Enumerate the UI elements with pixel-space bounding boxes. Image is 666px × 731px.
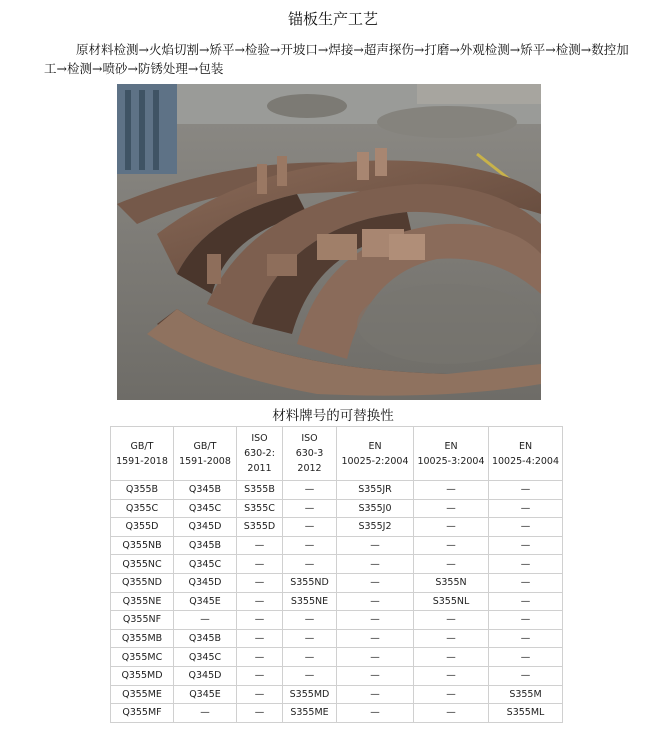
table-cell: — — [489, 481, 563, 500]
table-cell: — — [489, 573, 563, 592]
table-row — [111, 629, 563, 648]
table-cell: — — [489, 518, 563, 537]
table-cell: — — [414, 611, 489, 630]
page-title: 锚板生产工艺 — [287, 10, 378, 28]
table-cell: — — [283, 518, 337, 537]
table-cell: — — [237, 611, 283, 630]
table-cell: — — [283, 555, 337, 574]
table-cell: — — [489, 629, 563, 648]
table-cell: — — [489, 592, 563, 611]
table-row — [111, 499, 563, 518]
table-cell: — — [283, 499, 337, 518]
table-row — [111, 611, 563, 630]
table-row — [111, 592, 563, 611]
grade-equivalence-table — [110, 426, 563, 723]
table-cell: — — [237, 536, 283, 555]
table-title: 材料牌号的可替换性 — [272, 408, 394, 424]
table-cell: Q345E — [174, 685, 237, 704]
process-flow-text: 原材料检测→火焰切割→矫平→检验→开坡口→焊接→超声探伤→打磨→外观检测→矫平→检测→数控加工→检测→喷砂→防锈处理→包装 — [44, 42, 629, 76]
table-cell: — — [237, 666, 283, 685]
table-cell: S355M — [489, 685, 563, 704]
table-cell: — — [337, 555, 414, 574]
header-cell: EN 10025-3:2004 — [414, 427, 489, 481]
table-cell: Q355MC — [111, 648, 174, 667]
table-cell: — — [414, 555, 489, 574]
table-row — [111, 573, 563, 592]
table-cell: Q355C — [111, 499, 174, 518]
table-cell: — — [174, 704, 237, 723]
table-cell: — — [414, 518, 489, 537]
table-row — [111, 536, 563, 555]
table-cell: — — [237, 685, 283, 704]
header-cell: ISO 630-3 2012 — [283, 427, 337, 481]
table-cell: S355J2 — [337, 518, 414, 537]
table-row — [111, 704, 563, 723]
table-row — [111, 481, 563, 500]
header-cell: EN 10025-4:2004 — [489, 427, 563, 481]
table-cell: Q355MB — [111, 629, 174, 648]
table-cell: Q345B — [174, 629, 237, 648]
table-cell: — — [489, 499, 563, 518]
table-cell: Q345C — [174, 555, 237, 574]
table-cell: Q355ME — [111, 685, 174, 704]
table-cell: — — [414, 536, 489, 555]
header-cell: GB/T 1591-2008 — [174, 427, 237, 481]
table-cell: Q345B — [174, 536, 237, 555]
table-cell: — — [489, 648, 563, 667]
table-cell: — — [337, 536, 414, 555]
anchor-plate-photo — [117, 84, 541, 400]
table-cell: — — [414, 704, 489, 723]
table-cell: S355ND — [283, 573, 337, 592]
table-cell: — — [337, 592, 414, 611]
table-cell: Q345B — [174, 481, 237, 500]
table-cell: — — [489, 666, 563, 685]
table-cell: S355C — [237, 499, 283, 518]
table-cell: — — [414, 666, 489, 685]
table-cell: — — [414, 685, 489, 704]
table-cell: — — [283, 629, 337, 648]
header-cell: ISO 630-2: 2011 — [237, 427, 283, 481]
table-cell: — — [283, 536, 337, 555]
table-cell: — — [237, 573, 283, 592]
table-cell: Q355NB — [111, 536, 174, 555]
header-cell: GB/T 1591-2018 — [111, 427, 174, 481]
table-cell: — — [174, 611, 237, 630]
table-cell: — — [337, 611, 414, 630]
table-cell: S355ME — [283, 704, 337, 723]
table-cell: Q345D — [174, 518, 237, 537]
table-cell: — — [489, 611, 563, 630]
table-cell: Q345E — [174, 592, 237, 611]
table-cell: — — [414, 481, 489, 500]
table-cell: — — [489, 555, 563, 574]
table-cell: S355ML — [489, 704, 563, 723]
table-cell: — — [283, 666, 337, 685]
table-cell: S355NL — [414, 592, 489, 611]
table-cell: S355JR — [337, 481, 414, 500]
table-cell: — — [337, 629, 414, 648]
table-cell: Q355MF — [111, 704, 174, 723]
table-cell: — — [283, 481, 337, 500]
table-cell: — — [283, 611, 337, 630]
table-row — [111, 685, 563, 704]
table-cell: — — [337, 573, 414, 592]
table-body — [111, 481, 563, 723]
table-cell: — — [237, 629, 283, 648]
table-cell: — — [237, 704, 283, 723]
table-cell: Q345C — [174, 499, 237, 518]
table-cell: S355B — [237, 481, 283, 500]
table-cell: — — [414, 499, 489, 518]
table-cell: — — [337, 666, 414, 685]
table-cell: Q355B — [111, 481, 174, 500]
table-cell: — — [237, 555, 283, 574]
table-header-row — [111, 427, 563, 481]
table-cell: Q345C — [174, 648, 237, 667]
table-cell: — — [337, 648, 414, 667]
table-cell: Q355NE — [111, 592, 174, 611]
table-cell: Q355NC — [111, 555, 174, 574]
header-cell: EN 10025-2:2004 — [337, 427, 414, 481]
table-cell: Q355MD — [111, 666, 174, 685]
table-cell: S355NE — [283, 592, 337, 611]
table-row — [111, 518, 563, 537]
table-cell: S355D — [237, 518, 283, 537]
table-cell: — — [414, 629, 489, 648]
table-cell: Q345D — [174, 666, 237, 685]
table-cell: — — [237, 592, 283, 611]
table-row — [111, 666, 563, 685]
table-cell: — — [283, 648, 337, 667]
table-row — [111, 648, 563, 667]
table-cell: — — [489, 536, 563, 555]
table-row — [111, 555, 563, 574]
table-cell: — — [237, 648, 283, 667]
table-cell: — — [337, 704, 414, 723]
table-cell: — — [337, 685, 414, 704]
table-cell: Q355D — [111, 518, 174, 537]
table-cell: Q355ND — [111, 573, 174, 592]
table-cell: Q355NF — [111, 611, 174, 630]
table-cell: Q345D — [174, 573, 237, 592]
table-cell: S355N — [414, 573, 489, 592]
table-cell: — — [414, 648, 489, 667]
table-cell: S355MD — [283, 685, 337, 704]
table-cell: S355J0 — [337, 499, 414, 518]
